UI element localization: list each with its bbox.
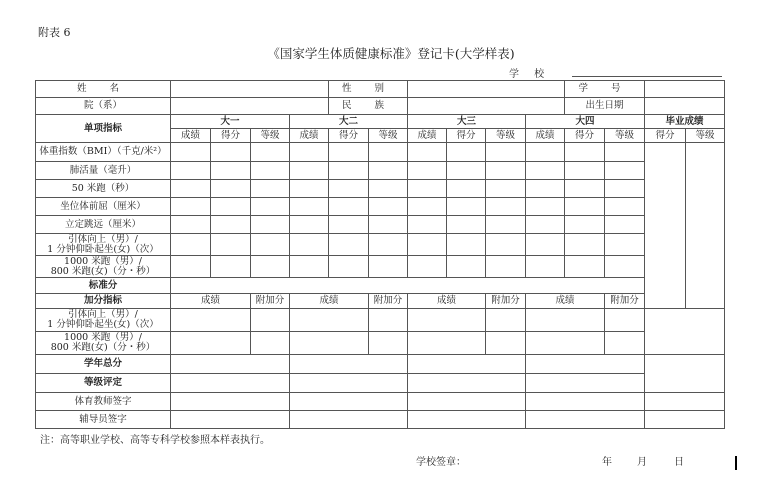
table-row: [36, 355, 725, 374]
cell[interactable]: [526, 332, 605, 355]
cell[interactable]: [447, 162, 486, 180]
school-label: 学 校: [509, 69, 551, 80]
signature-cell[interactable]: [645, 411, 725, 429]
registration-card: [35, 80, 725, 429]
cell[interactable]: [408, 180, 447, 198]
cell[interactable]: [290, 256, 329, 278]
dept-label: 院（系）: [36, 98, 171, 115]
cell[interactable]: [171, 355, 290, 374]
cell[interactable]: [486, 332, 526, 355]
signature-cell[interactable]: [526, 393, 645, 411]
gender-label: 性 别: [329, 81, 408, 98]
cell[interactable]: [329, 256, 369, 278]
cell[interactable]: [290, 355, 408, 374]
item-label: 肺活量（毫升）: [36, 162, 171, 180]
bonus-col-score: 成绩: [526, 294, 605, 309]
table-row: [36, 256, 725, 278]
cell[interactable]: [486, 309, 526, 332]
grad-points-cell[interactable]: [645, 143, 686, 309]
cell[interactable]: [565, 162, 605, 180]
bonus-item-label: 引体向上（男）/ 1 分钟仰卧起坐(女)（次）: [36, 309, 171, 332]
cell[interactable]: [251, 143, 290, 162]
signature-cell[interactable]: [290, 393, 408, 411]
cell[interactable]: [211, 162, 251, 180]
table-row: [36, 216, 725, 234]
cell[interactable]: [171, 198, 211, 216]
cell[interactable]: [408, 216, 447, 234]
year-header: 大四: [526, 115, 645, 129]
table-row: [36, 162, 725, 180]
bonus-item-label: 1000 米跑（男）/ 800 米跑(女)（分・秒）: [36, 332, 171, 355]
cell[interactable]: [369, 180, 408, 198]
table-row: [36, 198, 725, 216]
appendix-label: 附表 6: [38, 26, 71, 39]
cell[interactable]: [369, 234, 408, 256]
cell[interactable]: [605, 332, 645, 355]
cell[interactable]: [251, 309, 290, 332]
cell[interactable]: [447, 143, 486, 162]
col-grade: 等级: [486, 129, 526, 143]
cell[interactable]: [251, 234, 290, 256]
col-grade: 等级: [605, 129, 645, 143]
cell[interactable]: [290, 198, 329, 216]
total-label: 学年总分: [36, 355, 171, 374]
cell[interactable]: [486, 143, 526, 162]
cell[interactable]: [369, 162, 408, 180]
table-row: [36, 143, 725, 162]
cell[interactable]: [565, 234, 605, 256]
cell[interactable]: [329, 143, 369, 162]
cell[interactable]: [408, 143, 447, 162]
cell[interactable]: [447, 216, 486, 234]
cell[interactable]: [329, 162, 369, 180]
counselor-label: 辅导员签字: [36, 411, 171, 429]
item-label: 立定跳远（厘米）: [36, 216, 171, 234]
signature-cell[interactable]: [526, 411, 645, 429]
cell[interactable]: [565, 216, 605, 234]
cell[interactable]: [447, 180, 486, 198]
table-row: [36, 411, 725, 429]
cell[interactable]: [290, 143, 329, 162]
cell[interactable]: [251, 216, 290, 234]
cell[interactable]: [447, 234, 486, 256]
item-header: 单项指标: [36, 115, 171, 143]
grad-grade-cell[interactable]: [686, 143, 725, 309]
cell[interactable]: [290, 162, 329, 180]
cell[interactable]: [171, 216, 211, 234]
cell[interactable]: [329, 234, 369, 256]
bonus-col-score: 成绩: [171, 294, 251, 309]
signature-cell[interactable]: [408, 393, 526, 411]
cell[interactable]: [565, 143, 605, 162]
col-score: 成绩: [408, 129, 447, 143]
cell[interactable]: [526, 256, 565, 278]
item-label: 坐位体前屈（厘米）: [36, 198, 171, 216]
cell[interactable]: [290, 234, 329, 256]
table-row: [36, 309, 725, 332]
cell[interactable]: [369, 309, 408, 332]
standard-score-label: 标准分: [36, 278, 171, 294]
cell[interactable]: [526, 374, 645, 393]
cell[interactable]: [605, 180, 645, 198]
col-points: 得分: [329, 129, 369, 143]
grade-eval-label: 等级评定: [36, 374, 171, 393]
cell[interactable]: [369, 198, 408, 216]
col-score: 成绩: [526, 129, 565, 143]
day-label: 日: [674, 457, 684, 468]
footnote: 注：高等职业学校、高等专科学校参照本样表执行。: [40, 435, 270, 446]
cell[interactable]: [171, 374, 290, 393]
cell[interactable]: [408, 374, 526, 393]
gender-field[interactable]: [408, 81, 565, 98]
table-row: [36, 374, 725, 393]
cell[interactable]: [408, 234, 447, 256]
cell[interactable]: [408, 309, 486, 332]
cell[interactable]: [408, 198, 447, 216]
cell[interactable]: [605, 143, 645, 162]
cell[interactable]: [605, 198, 645, 216]
cell[interactable]: [369, 143, 408, 162]
cell[interactable]: [211, 198, 251, 216]
cell[interactable]: [211, 180, 251, 198]
item-label: 50 米跑（秒）: [36, 180, 171, 198]
text-cursor: [735, 456, 737, 470]
ethnicity-label: 民 族: [329, 98, 408, 115]
grad-bonus-cell[interactable]: [645, 309, 725, 355]
cell[interactable]: [329, 216, 369, 234]
cell[interactable]: [565, 180, 605, 198]
year-header: 大二: [290, 115, 408, 129]
cell[interactable]: [251, 180, 290, 198]
cell[interactable]: [605, 309, 645, 332]
year-label: 年: [602, 457, 612, 468]
cell[interactable]: [605, 162, 645, 180]
cell[interactable]: [171, 234, 211, 256]
month-label: 月: [637, 457, 647, 468]
table-row: [36, 180, 725, 198]
cell[interactable]: [526, 180, 565, 198]
cell[interactable]: [211, 256, 251, 278]
dept-field[interactable]: [171, 98, 329, 115]
pe-teacher-label: 体育教师签字: [36, 393, 171, 411]
bonus-col-extra: 附加分: [486, 294, 526, 309]
table-row: [36, 393, 725, 411]
item-label: 1000 米跑（男）/ 800 米跑(女)（分・秒）: [36, 256, 171, 278]
cell[interactable]: [408, 332, 486, 355]
cell[interactable]: [369, 332, 408, 355]
cell[interactable]: [290, 374, 408, 393]
col-points: 得分: [211, 129, 251, 143]
cell[interactable]: [605, 256, 645, 278]
signature-cell[interactable]: [171, 393, 290, 411]
cell[interactable]: [171, 256, 211, 278]
signature-cell[interactable]: [408, 411, 526, 429]
table-row: [36, 332, 725, 355]
col-score: 成绩: [290, 129, 329, 143]
cell[interactable]: [171, 143, 211, 162]
year-header: 大一: [171, 115, 290, 129]
cell[interactable]: [211, 143, 251, 162]
cell[interactable]: [329, 198, 369, 216]
cell[interactable]: [526, 198, 565, 216]
cell[interactable]: [251, 162, 290, 180]
birth-label: 出生日期: [565, 98, 645, 115]
cell[interactable]: [251, 256, 290, 278]
cell[interactable]: [211, 216, 251, 234]
cell[interactable]: [171, 162, 211, 180]
cell[interactable]: [486, 162, 526, 180]
cell[interactable]: [171, 180, 211, 198]
item-label: 引体向上（男）/ 1 分钟仰卧起坐(女)（次）: [36, 234, 171, 256]
school-field[interactable]: [572, 76, 722, 77]
cell[interactable]: [447, 198, 486, 216]
bonus-col-extra: 附加分: [251, 294, 290, 309]
col-grade: 等级: [251, 129, 290, 143]
cell[interactable]: [290, 216, 329, 234]
cell[interactable]: [171, 332, 251, 355]
student-no-label: 学 号: [565, 81, 645, 98]
col-grade: 等级: [369, 129, 408, 143]
grad-total-cell[interactable]: [645, 355, 725, 393]
student-no-field[interactable]: [645, 81, 725, 98]
cell[interactable]: [486, 234, 526, 256]
cell[interactable]: [369, 256, 408, 278]
cell[interactable]: [605, 234, 645, 256]
bonus-col-extra: 附加分: [605, 294, 645, 309]
school-seal-label: 学校签章：: [416, 457, 466, 468]
bonus-col-score: 成绩: [290, 294, 369, 309]
table-row: [36, 234, 725, 256]
table-row: [36, 294, 725, 309]
cell[interactable]: [369, 216, 408, 234]
table-row: [36, 278, 725, 294]
cell[interactable]: [251, 198, 290, 216]
cell[interactable]: [526, 234, 565, 256]
signature-cell[interactable]: [171, 411, 290, 429]
bonus-header: 加分指标: [36, 294, 171, 309]
cell[interactable]: [526, 309, 605, 332]
cell[interactable]: [329, 180, 369, 198]
cell[interactable]: [526, 162, 565, 180]
bonus-col-score: 成绩: [408, 294, 486, 309]
bonus-col-extra: 附加分: [369, 294, 408, 309]
cell[interactable]: [290, 180, 329, 198]
cell[interactable]: [526, 216, 565, 234]
cell[interactable]: [565, 256, 605, 278]
grad-header: 毕业成绩: [645, 115, 725, 129]
page-title: 《国家学生体质健康标准》登记卡(大学样表): [267, 46, 515, 61]
cell[interactable]: [605, 216, 645, 234]
col-points: 得分: [645, 129, 686, 143]
cell[interactable]: [486, 256, 526, 278]
cell[interactable]: [251, 332, 290, 355]
ethnicity-field[interactable]: [408, 98, 565, 115]
col-points: 得分: [565, 129, 605, 143]
col-score: 成绩: [171, 129, 211, 143]
cell[interactable]: [486, 198, 526, 216]
cell[interactable]: [408, 162, 447, 180]
name-label: 姓 名: [36, 81, 171, 98]
cell[interactable]: [290, 309, 369, 332]
cell[interactable]: [526, 143, 565, 162]
name-field[interactable]: [171, 81, 329, 98]
item-label: 体重指数（BMI）（千克/米²）: [36, 143, 171, 162]
year-header: 大三: [408, 115, 526, 129]
cell[interactable]: [565, 198, 605, 216]
standard-score-cell[interactable]: [171, 278, 645, 294]
col-points: 得分: [447, 129, 486, 143]
col-grade: 等级: [686, 129, 725, 143]
cell[interactable]: [290, 332, 369, 355]
signature-cell[interactable]: [290, 411, 408, 429]
cell[interactable]: [408, 256, 447, 278]
cell[interactable]: [408, 355, 526, 374]
cell[interactable]: [447, 256, 486, 278]
cell[interactable]: [171, 309, 251, 332]
cell[interactable]: [486, 216, 526, 234]
cell[interactable]: [486, 180, 526, 198]
birth-field[interactable]: [645, 98, 725, 115]
cell[interactable]: [211, 234, 251, 256]
signature-cell[interactable]: [645, 393, 725, 411]
cell[interactable]: [526, 355, 645, 374]
